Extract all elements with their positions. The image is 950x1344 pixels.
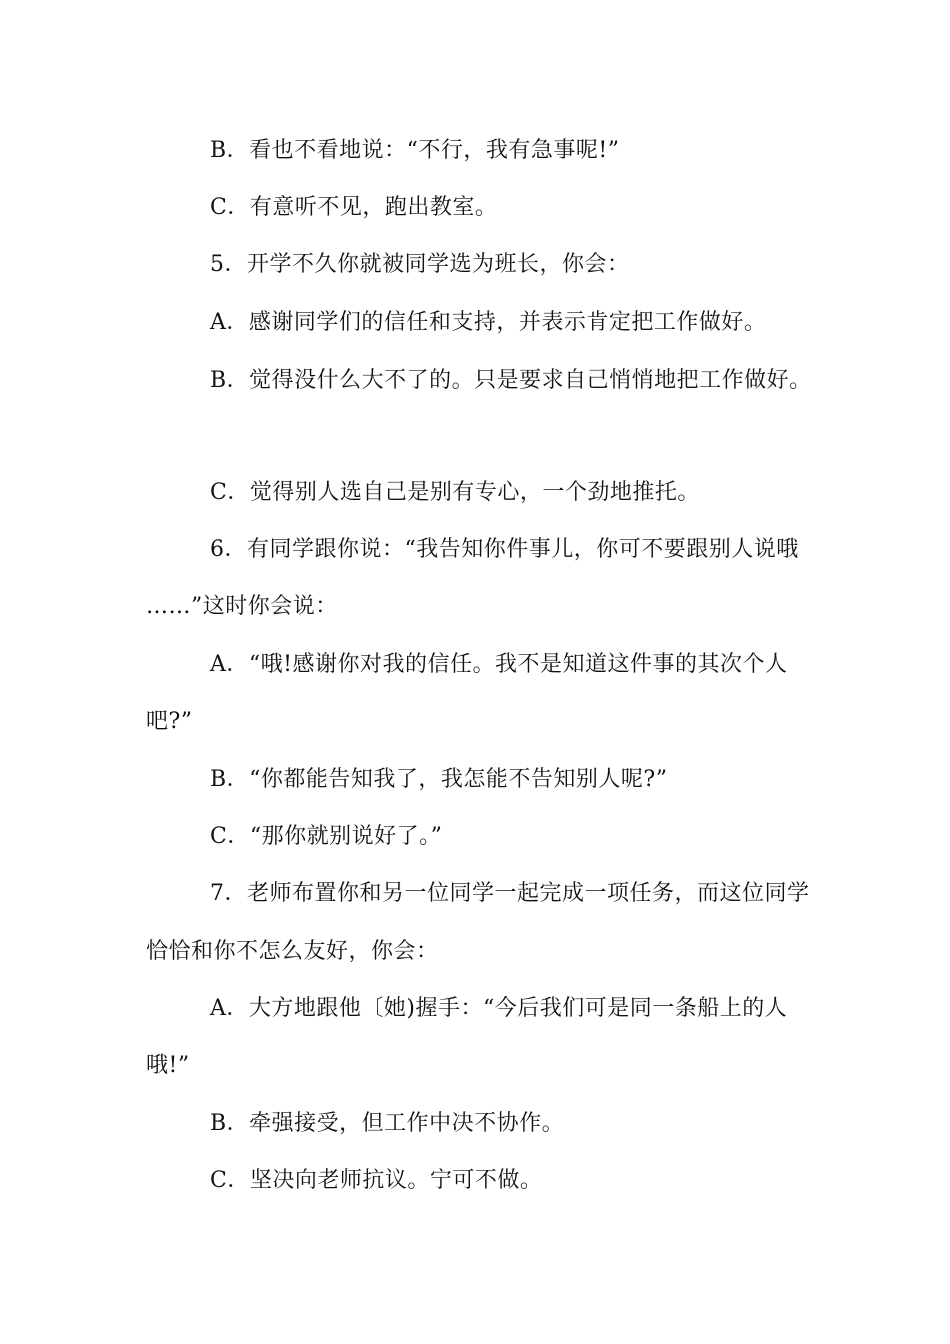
option-6b: B．“你都能告知我了，我怎能不告知别人呢?” xyxy=(210,767,668,792)
option-5b: B．觉得没什么大不了的。只是要求自己悄悄地把工作做好。 xyxy=(210,368,812,393)
option-4c: C．有意听不见，跑出教室。 xyxy=(210,195,498,220)
question-5: 5．开学不久你就被同学选为班长，你会： xyxy=(210,252,630,277)
option-7a-continued: 哦!” xyxy=(146,1053,190,1078)
option-6a-continued: 吧?” xyxy=(146,709,193,734)
question-7-continued: 恰恰和你不怎么友好，你会： xyxy=(146,939,439,964)
option-5a: A．感谢同学们的信任和支持，并表示肯定把工作做好。 xyxy=(210,310,767,335)
question-6-continued: ……”这时你会说： xyxy=(146,594,338,619)
option-6a: A．“哦!感谢你对我的信任。我不是知道这件事的其次个人 xyxy=(210,652,788,677)
question-7: 7．老师布置你和另一位同学一起完成一项任务，而这位同学 xyxy=(210,881,810,906)
option-7a: A．大方地跟他〔她)握手：“今后我们可是同一条船上的人 xyxy=(210,996,788,1021)
option-6c: C．“那你就别说好了。” xyxy=(210,824,443,849)
option-7b: B．牵强接受，但工作中决不协作。 xyxy=(210,1111,565,1136)
option-5c: C．觉得别人选自己是别有专心，一个劲地推托。 xyxy=(210,480,700,505)
option-7c: C．坚决向老师抗议。宁可不做。 xyxy=(210,1168,543,1193)
question-6: 6．有同学跟你说：“我告知你件事儿，你可不要跟别人说哦 xyxy=(210,537,799,562)
option-4b: B．看也不看地说：“不行，我有急事呢!” xyxy=(210,138,620,163)
